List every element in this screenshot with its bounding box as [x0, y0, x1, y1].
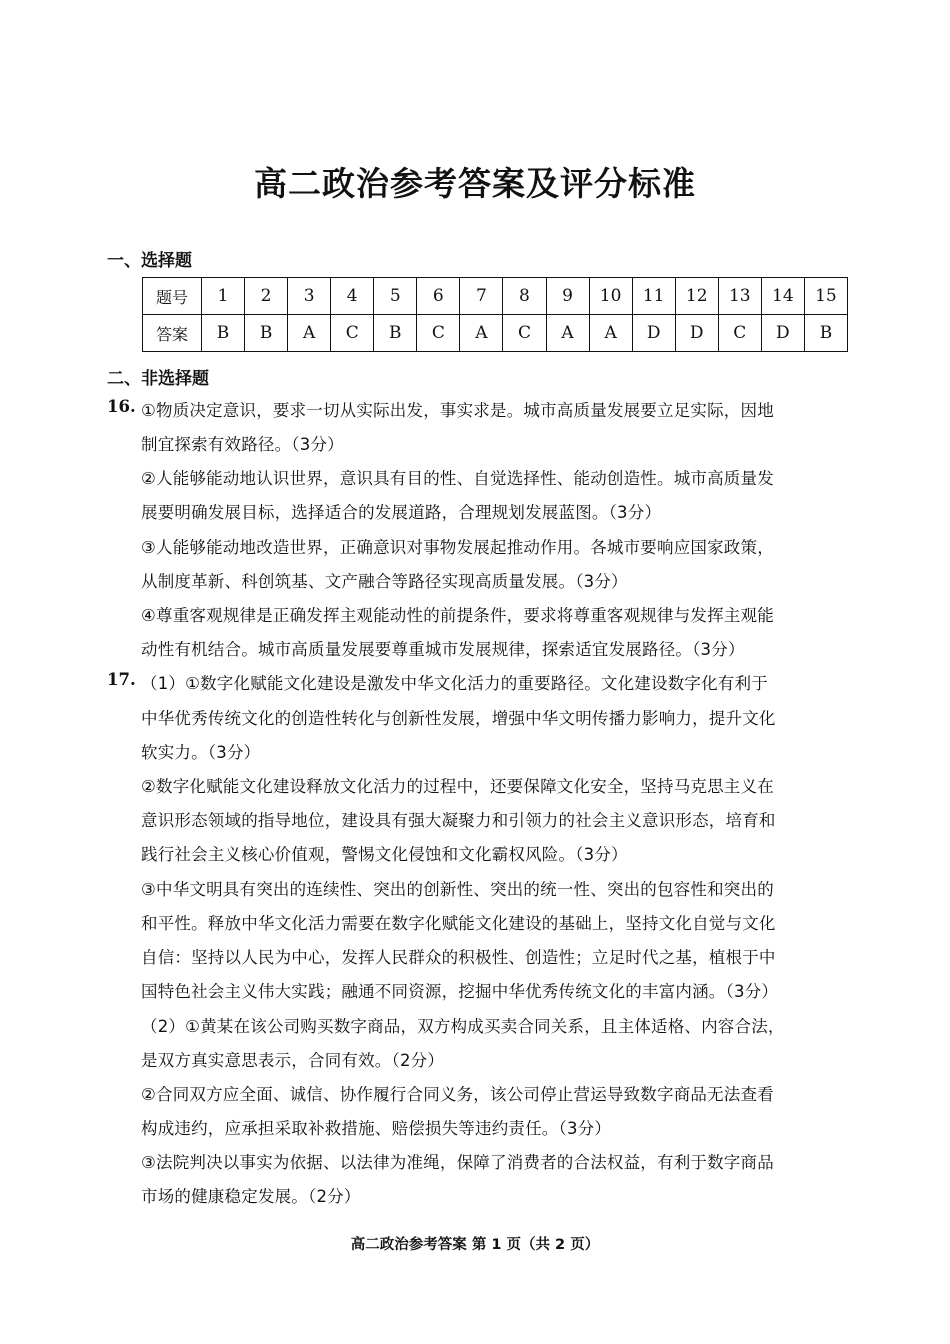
answer-cell: D: [632, 315, 675, 352]
q17-line: 践行社会主义核心价值观，警惕文化侵蚀和文化霸权风险。（3分）: [141, 845, 628, 864]
question-number: 14: [761, 278, 804, 315]
question-number: 11: [632, 278, 675, 315]
row-label-number: 题号: [143, 278, 202, 315]
answer-cell: A: [288, 315, 331, 352]
question-number: 4: [331, 278, 374, 315]
q17-line: 国特色社会主义伟大实践；融通不同资源，挖掘中华优秀传统文化的丰富内涵。（3分）: [141, 982, 779, 1001]
q17-line: ③法院判决以事实为依据、以法律为准绳，保障了消费者的合法权益，有利于数字商品: [141, 1153, 774, 1172]
question-number: 6: [417, 278, 460, 315]
section-heading-choice: 一、选择题: [107, 251, 192, 271]
answer-cell: C: [417, 315, 460, 352]
question-number: 7: [460, 278, 503, 315]
section-heading-nonchoice: 二、非选择题: [107, 369, 209, 389]
q17-line: 自信：坚持以人民为中心，发挥人民群众的积极性、创造性；立足时代之基，植根于中: [141, 948, 776, 967]
question-number: 12: [675, 278, 718, 315]
page-footer: 高二政治参考答案 第 1 页（共 2 页）: [350, 1237, 600, 1253]
q17-line: （1）①数字化赋能文化建设是激发中华文化活力的重要路径。文化建设数字化有利于: [141, 674, 768, 693]
q16-line: ①物质决定意识，要求一切从实际出发，事实求是。城市高质量发展要立足实际，因地: [141, 401, 774, 420]
q16-line: 展要明确发展目标，选择适合的发展道路，合理规划发展蓝图。（3分）: [141, 503, 662, 522]
q16-line: 从制度革新、科创筑基、文产融合等路径实现高质量发展。（3分）: [141, 572, 628, 591]
answer-cell: A: [589, 315, 632, 352]
answer-cell: B: [202, 315, 245, 352]
answer-cell: C: [718, 315, 761, 352]
q17-line: 市场的健康稳定发展。（2分）: [141, 1187, 361, 1206]
q16-line: ③人能够能动地改造世界，正确意识对事物发展起推动作用。各城市要响应国家政策，: [141, 538, 774, 557]
question-number: 2: [245, 278, 288, 315]
row-label-answer: 答案: [143, 315, 202, 352]
q16-line: 制宜探索有效路径。（3分）: [141, 435, 344, 454]
q16-line: ②人能够能动地认识世界，意识具有目的性、自觉选择性、能动创造性。城市高质量发: [141, 469, 774, 488]
question-number: 8: [503, 278, 546, 315]
q17-line: 和平性。释放中华文化活力需要在数字化赋能文化建设的基础上，坚持文化自觉与文化: [141, 914, 776, 933]
q17-line: ③中华文明具有突出的连续性、突出的创新性、突出的统一性、突出的包容性和突出的: [141, 880, 774, 899]
q17-line: 构成违约，应承担采取补救措施、赔偿损失等违约责任。（3分）: [141, 1119, 612, 1138]
answer-cell: B: [804, 315, 847, 352]
q17-line: ②合同双方应全面、诚信、协作履行合同义务，该公司停止营运导致数字商品无法查看: [141, 1085, 774, 1104]
answer-cell: A: [460, 315, 503, 352]
table-row-answers: [143, 315, 848, 352]
q17-line: 中华优秀传统文化的创造性转化与创新性发展，增强中华文明传播力影响力，提升文化: [141, 709, 776, 728]
q17-line: 软实力。（3分）: [141, 743, 261, 762]
question-number: 1: [202, 278, 245, 315]
answer-cell: C: [331, 315, 374, 352]
question-number: 10: [589, 278, 632, 315]
answer-table: [142, 277, 848, 352]
question-number: 5: [374, 278, 417, 315]
question-number: 15: [804, 278, 847, 315]
table-row-numbers: [143, 278, 848, 315]
answer-cell: D: [761, 315, 804, 352]
question-16-number: 16.: [107, 397, 136, 416]
q17-line: 是双方真实意思表示，合同有效。（2分）: [141, 1051, 445, 1070]
page-title: 高二政治参考答案及评分标准: [254, 164, 696, 203]
question-number: 13: [718, 278, 761, 315]
q17-line: ②数字化赋能文化建设释放文化活力的过程中，还要保障文化安全，坚持马克思主义在: [141, 777, 774, 796]
answer-cell: D: [675, 315, 718, 352]
answer-cell: C: [503, 315, 546, 352]
answer-cell: B: [374, 315, 417, 352]
answer-cell: B: [245, 315, 288, 352]
question-number: 9: [546, 278, 589, 315]
q17-line: （2）①黄某在该公司购买数字商品，双方构成买卖合同关系，且主体适格、内容合法，: [141, 1017, 785, 1036]
q16-line: 动性有机结合。城市高质量发展要尊重城市发展规律，探索适宜发展路径。（3分）: [141, 640, 745, 659]
question-number: 3: [288, 278, 331, 315]
q17-line: 意识形态领域的指导地位，建设具有强大凝聚力和引领力的社会主义意识形态，培育和: [141, 811, 776, 830]
question-17-number: 17.: [107, 670, 136, 689]
q16-line: ④尊重客观规律是正确发挥主观能动性的前提条件，要求将尊重客观规律与发挥主观能: [141, 606, 774, 625]
answer-cell: A: [546, 315, 589, 352]
